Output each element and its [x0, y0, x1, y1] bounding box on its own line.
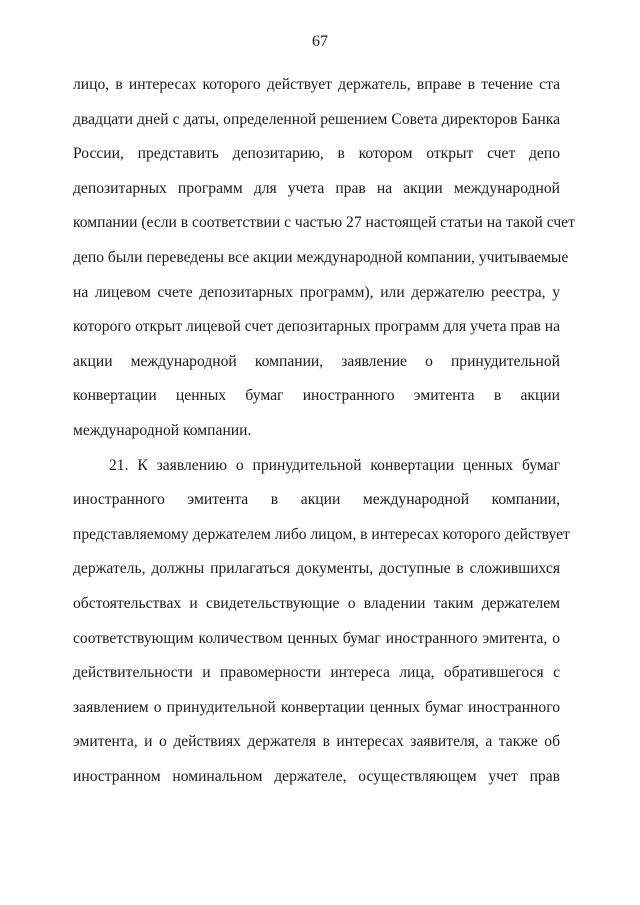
text-line: держатель, должны прилагаться документы, доступные в сложившихся: [73, 560, 560, 578]
text-line: депозитарных программ для учета прав на акции международной: [73, 179, 560, 197]
text-line: двадцати дней с даты, определенной решением Совета директоров Банка: [73, 110, 560, 128]
text-line: лицо, в интересах которого действует держатель, вправе в течение ста: [73, 76, 560, 93]
text-line: обстоятельствах и свидетельствующие о владении таким держателем: [73, 594, 560, 612]
body-text: [73, 68, 575, 794]
paragraph-first-line: 21. К заявлению о принудительной конвертации ценных бумаг: [109, 456, 560, 474]
text-line: которого открыт лицевой счет депозитарных программ для учета прав на: [73, 318, 561, 336]
text-line: иностранном номинальном держателе, осуществляющем учет прав: [73, 767, 560, 785]
text-line: компании (если в соответствии с частью 27 настоящей статьи на такой счет: [73, 214, 575, 232]
page-number: 67: [312, 33, 328, 50]
text-line: эмитента, и о действиях держателя в интересах заявителя, а также об: [73, 733, 560, 751]
text-line: международной компании.: [73, 421, 252, 439]
text-line: на лицевом счете депозитарных программ), или держателю реестра, у: [73, 283, 560, 301]
text-line: конвертации ценных бумаг иностранного эмитента в акции: [73, 387, 560, 405]
text-line: депо были переведены все акции международной компании, учитываемые: [73, 248, 569, 266]
text-line: заявлением о принудительной конвертации ценных бумаг иностранного: [73, 698, 560, 716]
text-line: действительности и правомерности интереса лица, обратившегося с: [73, 664, 560, 682]
text-line: соответствующим количеством ценных бумаг иностранного эмитента, о: [73, 629, 560, 647]
text-line: иностранного эмитента в акции международной компании,: [73, 491, 560, 509]
text-line: представляемому держателем либо лицом, в интересах которого действует: [73, 525, 570, 543]
text-line: России, представить депозитарию, в котором открыт счет депо: [73, 145, 560, 163]
text-line: акции международной компании, заявление о принудительной: [73, 352, 560, 370]
